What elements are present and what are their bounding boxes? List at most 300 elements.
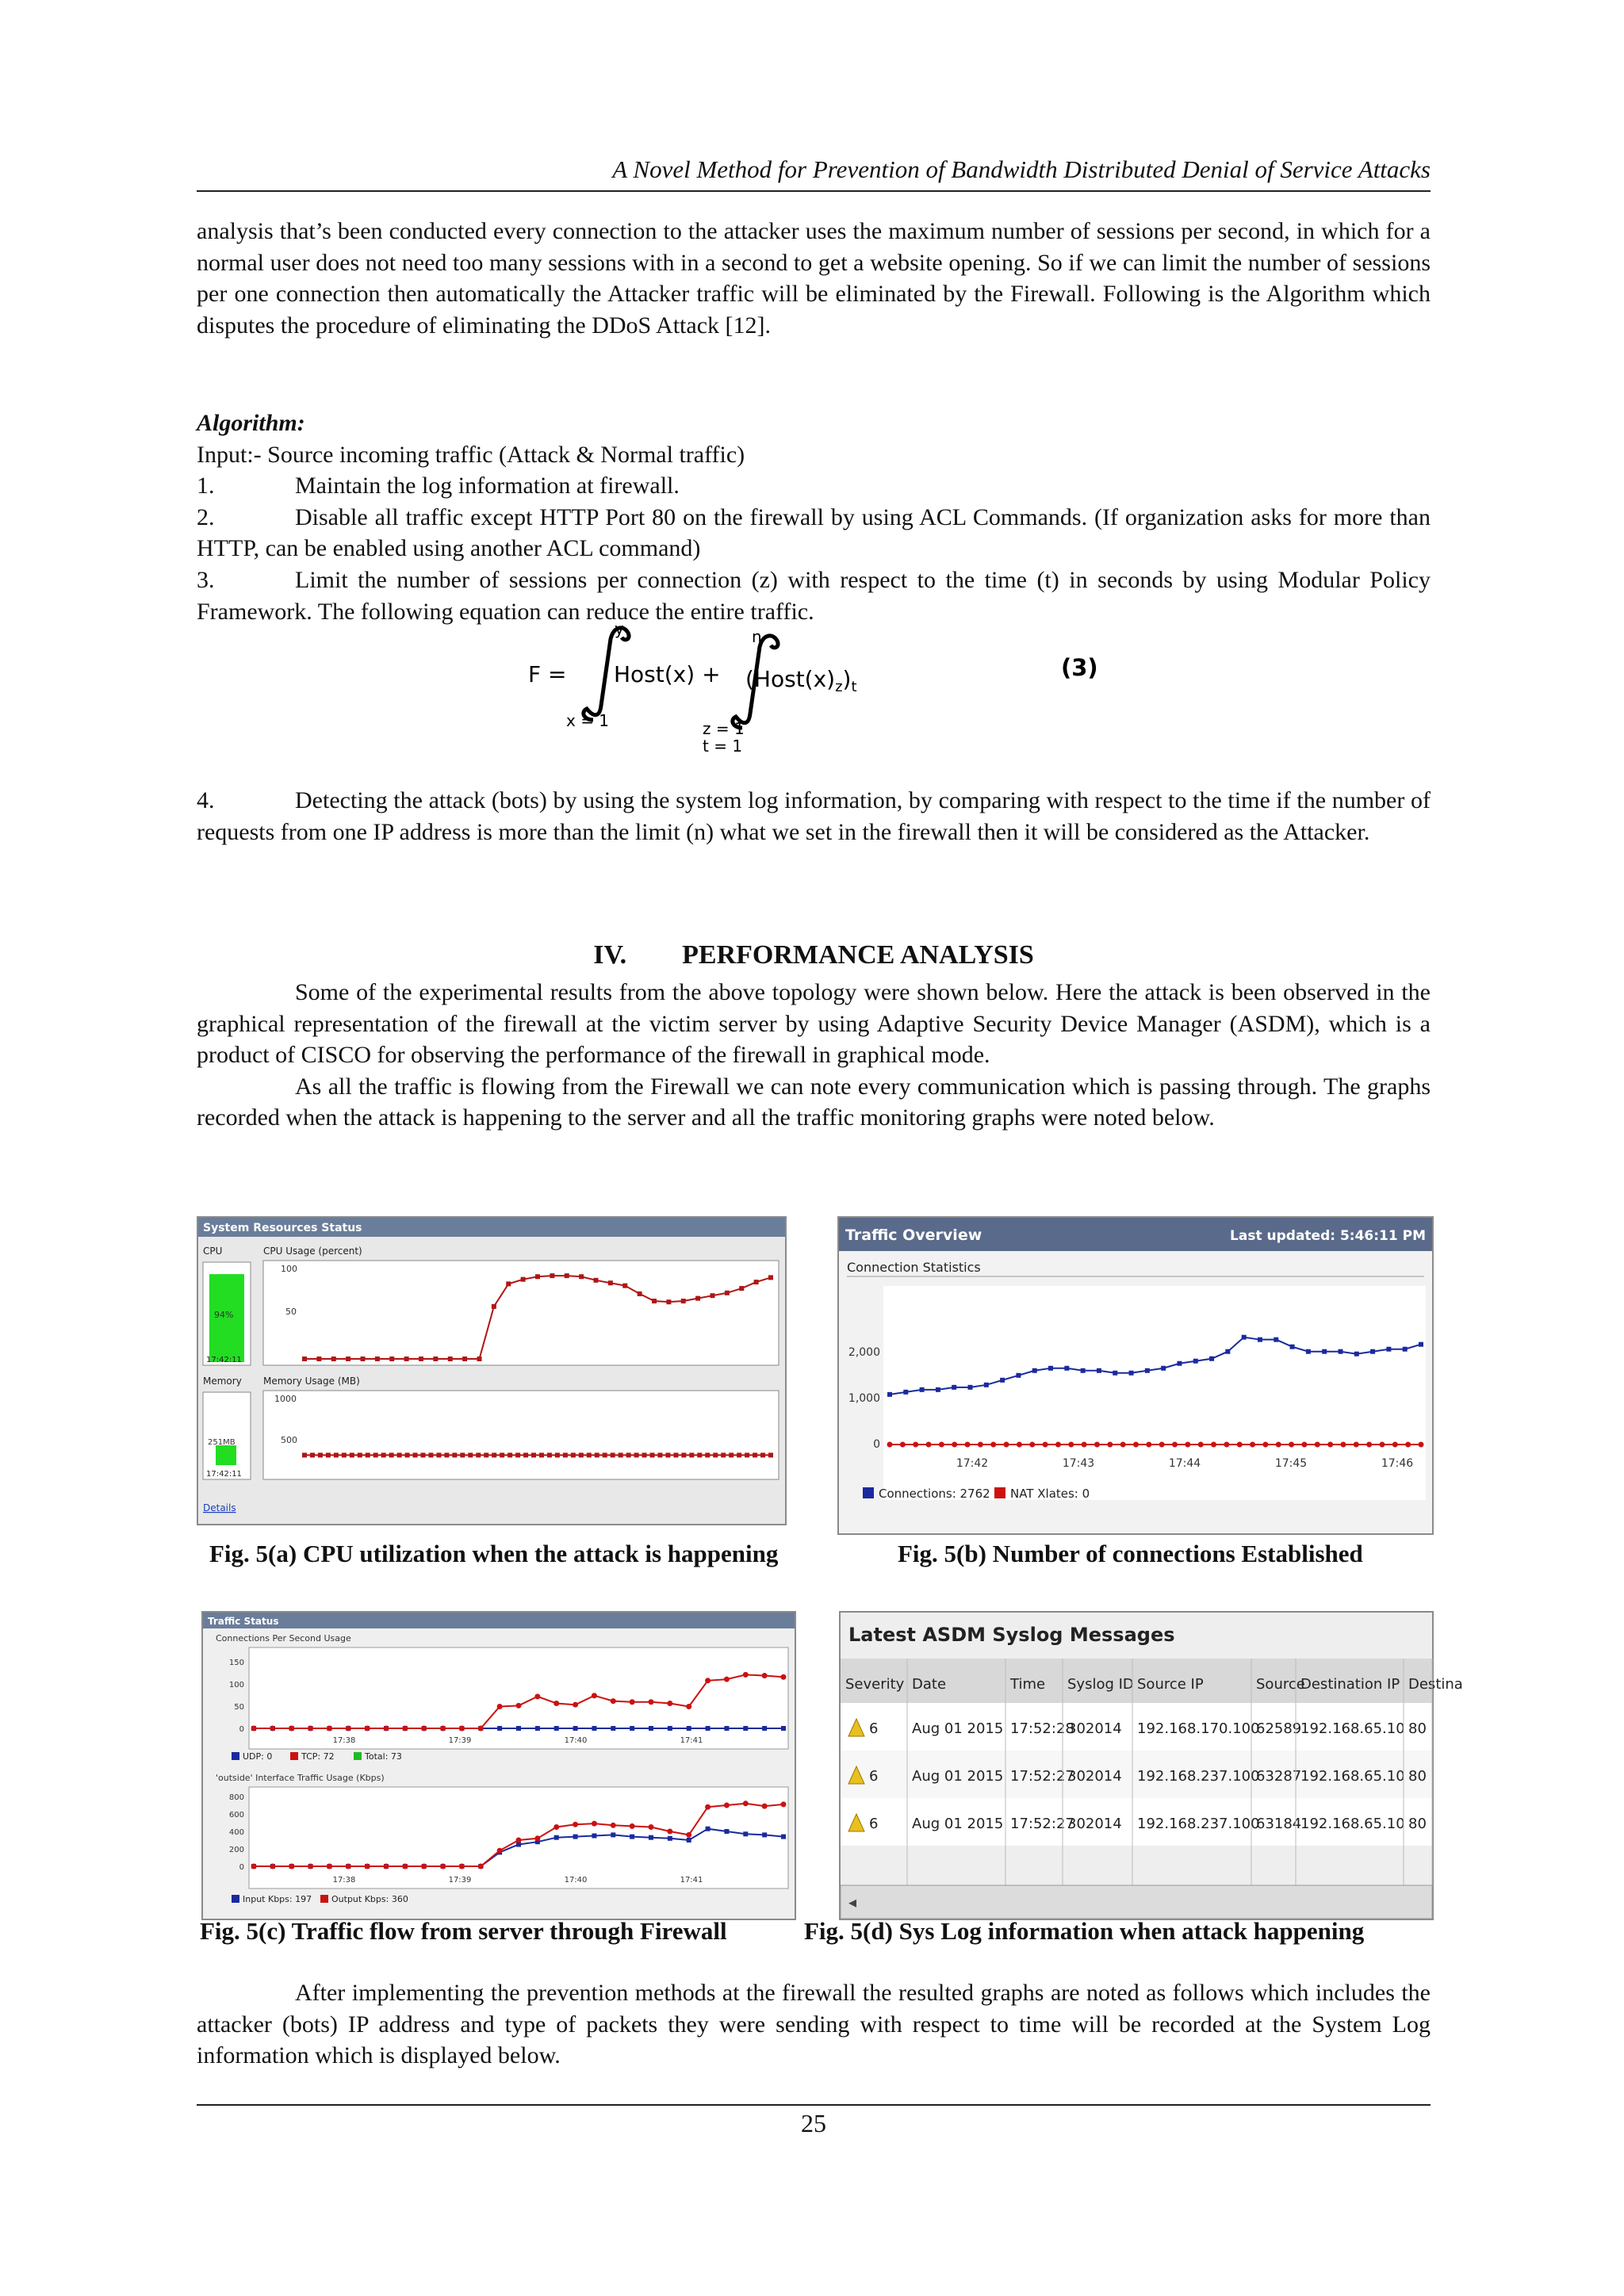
integral-2-upper: n [752, 627, 762, 646]
cpu-usage-point [739, 1286, 744, 1291]
nat-xlates-point [1146, 1442, 1151, 1448]
memory-usage-label: Memory Usage (MB) [263, 1376, 360, 1387]
algorithm-title: Algorithm: [197, 410, 305, 436]
memory-usage-point [373, 1452, 378, 1457]
legend-nat: NAT Xlates: 0 [1010, 1487, 1090, 1501]
memory-usage-point [626, 1452, 631, 1457]
cps-tcp-point [365, 1726, 370, 1732]
cps-udp-point [554, 1726, 559, 1731]
nat-xlates-point [978, 1442, 983, 1448]
memory-usage-point [547, 1452, 552, 1457]
iface-input-point [611, 1832, 615, 1837]
iface-output-point [402, 1864, 408, 1869]
memory-usage-point [713, 1452, 718, 1457]
iface-output-point [630, 1823, 635, 1829]
connections-point [1048, 1366, 1053, 1371]
equation-graphic [197, 619, 1431, 763]
page-number: 25 [801, 2109, 826, 2137]
section-title: PERFORMANCE ANALYSIS [682, 940, 1034, 970]
nat-xlates-point [1224, 1442, 1229, 1448]
memory-gauge-fill [216, 1445, 236, 1465]
table-cell: 302014 [1067, 1816, 1122, 1832]
running-header: A Novel Method for Prevention of Bandwidth Distributed Denial of Service Attacks [197, 155, 1431, 192]
memory-usage-point [444, 1452, 449, 1457]
iface-input-point [630, 1835, 634, 1839]
memory-usage-point [318, 1452, 323, 1457]
memory-usage-point [389, 1452, 394, 1457]
memory-usage-point [413, 1452, 418, 1457]
cpu-usage-point [346, 1357, 350, 1361]
cpu-usage-point [433, 1357, 438, 1361]
memory-usage-point [579, 1452, 584, 1457]
nat-xlates-point [1198, 1442, 1204, 1448]
cpu-plot-area [263, 1261, 779, 1365]
step-text: Detecting the attack (bots) by using the system log information, by comparing with respect to the time if the number of requests from one IP address is more than the limit (n) what we set in the firewall then it will be considered as the Attacker. [197, 787, 1431, 845]
memory-usage-point [760, 1452, 765, 1457]
cpu-usage-point [506, 1281, 511, 1286]
memory-usage-point [428, 1452, 433, 1457]
memory-usage-point [508, 1452, 512, 1457]
nat-xlates-point [1327, 1442, 1333, 1448]
column-header: Source IP [1137, 1676, 1204, 1693]
cps-tcp-point [592, 1693, 597, 1698]
panel-title-bar [203, 1613, 795, 1628]
iface-output-point [724, 1803, 730, 1808]
connections-point [1161, 1366, 1166, 1371]
cps-udp-point [649, 1726, 653, 1731]
memory-usage-point [436, 1452, 441, 1457]
table-cell: 192.168.237.100 [1137, 1816, 1260, 1832]
table-cell: 62589 [1256, 1720, 1302, 1737]
iface-output-point [365, 1864, 370, 1869]
cps-udp-point [743, 1726, 748, 1731]
cpu-time: 17:42:11 [206, 1356, 242, 1364]
column-header: Destination IP [1300, 1676, 1400, 1693]
cps-tcp-point [421, 1726, 427, 1732]
column-header: Time [1010, 1676, 1046, 1693]
nat-xlates-point [1237, 1442, 1243, 1448]
cps-tcp-point [402, 1726, 408, 1732]
iface-input-point [724, 1829, 729, 1834]
nat-xlates-point [1301, 1442, 1307, 1448]
figure-5d-caption: Fig. 5(d) Sys Log information when attack happening [804, 1917, 1365, 1945]
cps-tcp-point [743, 1672, 749, 1678]
cpu-value: 94% [214, 1310, 234, 1320]
nat-xlates-point [900, 1442, 906, 1448]
legend-nat-swatch [994, 1487, 1005, 1498]
term-2-sub-z: z [835, 679, 843, 695]
term-2-main: (Host(x) [745, 666, 836, 692]
cps-tcp-point [459, 1726, 465, 1732]
figure-5a [197, 1216, 787, 1525]
nat-xlates-point [1043, 1442, 1048, 1448]
panel-title: Traffic Status [208, 1616, 279, 1627]
cps-udp-point [573, 1726, 578, 1731]
iface-output-point [421, 1864, 427, 1869]
cps-x-tick-1739: 17:39 [448, 1736, 472, 1745]
cpu-usage-point [331, 1357, 336, 1361]
memory-usage-point [689, 1452, 694, 1457]
cps-tcp-point [478, 1726, 484, 1732]
figure-5d [839, 1611, 1463, 1920]
cps-tcp-point [270, 1726, 275, 1732]
algorithm-step-4 [197, 785, 1431, 848]
iface-output-point [516, 1838, 522, 1843]
step-number: 2. [197, 503, 215, 530]
nat-xlates-point [1250, 1442, 1255, 1448]
cps-label: Connections Per Second Usage [216, 1633, 351, 1644]
memory-usage-point [595, 1452, 599, 1457]
cps-tcp-point [667, 1701, 672, 1706]
table-cell: 63184 [1256, 1816, 1302, 1832]
cpu-usage-point [302, 1357, 307, 1361]
nat-xlates-point [1159, 1442, 1165, 1448]
iface-output-point [686, 1832, 691, 1838]
memory-usage-point [642, 1452, 647, 1457]
memory-usage-point [563, 1452, 568, 1457]
cpu-usage-point [695, 1296, 700, 1301]
nat-xlates-point [1068, 1442, 1074, 1448]
cps-tcp-point [705, 1678, 710, 1683]
intro-block [197, 216, 1431, 341]
cps-tick-100: 100 [228, 1681, 244, 1689]
legend-total: Total: 73 [365, 1751, 402, 1762]
nat-xlates-point [1276, 1442, 1281, 1448]
cpu-usage-point [535, 1274, 540, 1279]
x-tick-1746: 17:46 [1381, 1457, 1414, 1470]
memory-tick-1000: 1000 [274, 1394, 297, 1404]
connections-point [1016, 1373, 1021, 1378]
cps-udp-point [497, 1726, 502, 1731]
memory-usage-point [334, 1452, 339, 1457]
iface-input-point [781, 1835, 786, 1839]
memory-usage-point [397, 1452, 402, 1457]
cps-x-tick-1738: 17:38 [332, 1736, 356, 1745]
legend-udp-swatch [232, 1752, 239, 1760]
iface-tick-200: 200 [228, 1846, 244, 1854]
connections-point [1064, 1366, 1069, 1371]
memory-usage-point [358, 1452, 362, 1457]
iface-x-tick-1738: 17:38 [332, 1876, 356, 1885]
iface-output-point [573, 1822, 578, 1827]
cps-tcp-point [762, 1673, 768, 1678]
cpu-usage-point [361, 1357, 366, 1361]
algorithm-step-2 [197, 502, 1431, 564]
equation-number: (3) [1061, 654, 1098, 681]
column-header: Destina [1408, 1676, 1463, 1693]
nat-xlates-point [1094, 1442, 1100, 1448]
nat-xlates-point [926, 1442, 932, 1448]
cpu-usage-point [375, 1357, 380, 1361]
interface-label: 'outside' Interface Traffic Usage (Kbps) [216, 1773, 385, 1783]
table-cell: 17:52:28 [1010, 1720, 1074, 1737]
legend-input-swatch [232, 1895, 239, 1903]
iface-output-point [497, 1848, 503, 1854]
memory-value: 251MB [208, 1438, 236, 1447]
cps-tcp-point [308, 1726, 313, 1732]
nat-xlates-point [990, 1442, 996, 1448]
memory-usage-point [500, 1452, 504, 1457]
iface-input-point [706, 1827, 710, 1831]
cps-tick-0: 0 [239, 1725, 244, 1734]
syslog-table [841, 1659, 1463, 1885]
nat-xlates-point [1029, 1442, 1035, 1448]
memory-usage-point [634, 1452, 639, 1457]
cpu-usage-point [608, 1280, 613, 1285]
figure-5b [837, 1216, 1434, 1535]
connections-point [1419, 1342, 1423, 1347]
legend-connections: Connections: 2762 [879, 1487, 990, 1501]
table-cell: 6 [869, 1816, 879, 1832]
cps-tcp-point [649, 1699, 654, 1705]
algorithm-block [197, 408, 1431, 627]
step-4-block [197, 785, 1431, 848]
memory-usage-point [531, 1452, 536, 1457]
memory-usage-point [657, 1452, 662, 1457]
memory-usage-point [452, 1452, 457, 1457]
step-number: 1. [197, 473, 215, 499]
cps-tcp-point [724, 1677, 730, 1682]
legend-udp: UDP: 0 [243, 1751, 273, 1762]
cpu-usage-point [492, 1304, 496, 1309]
nat-xlates-point [1055, 1442, 1061, 1448]
cps-tcp-point [553, 1701, 559, 1706]
section-number: IV. [593, 940, 627, 970]
cps-tcp-point [611, 1698, 616, 1704]
cpu-usage-point [725, 1291, 730, 1295]
iface-output-point [251, 1864, 257, 1869]
cpu-usage-point [565, 1273, 569, 1278]
memory-usage-point [571, 1452, 576, 1457]
iface-output-point [327, 1864, 332, 1869]
cpu-usage-point [419, 1357, 423, 1361]
iface-output-point [762, 1804, 768, 1809]
iface-output-point [270, 1864, 275, 1869]
integral-1-upper: y [615, 619, 624, 638]
table-cell: 192.168.65.10 [1300, 1816, 1405, 1832]
table-cell: Aug 01 2015 [912, 1720, 1004, 1737]
connections-point [1290, 1345, 1295, 1349]
cpu-usage-point [622, 1284, 627, 1288]
column-header: Syslog ID [1067, 1676, 1134, 1693]
cpu-label: CPU [203, 1246, 223, 1257]
panel-title: System Resources Status [203, 1222, 362, 1234]
memory-usage-point [405, 1452, 410, 1457]
cpu-usage-point [666, 1299, 671, 1304]
connections-point [968, 1385, 973, 1390]
cps-tcp-point [781, 1674, 787, 1680]
nat-xlates-point [1133, 1442, 1139, 1448]
cps-udp-point [668, 1726, 672, 1731]
cps-tcp-point [686, 1704, 691, 1709]
cps-x-tick-1741: 17:41 [680, 1736, 703, 1745]
table-cell: 17:52:27 [1010, 1816, 1074, 1832]
equation-3 [197, 619, 1431, 763]
cps-udp-point [724, 1726, 729, 1731]
nat-xlates-point [939, 1442, 944, 1448]
connections-point [1081, 1368, 1086, 1373]
cps-udp-point [516, 1726, 521, 1731]
iface-output-point [781, 1801, 787, 1807]
connections-point [1386, 1347, 1391, 1352]
memory-usage-point [737, 1452, 741, 1457]
y-tick-2000: 2,000 [848, 1346, 880, 1359]
connections-point [1032, 1368, 1037, 1373]
figure-5c [201, 1611, 796, 1920]
table-cell: 302014 [1067, 1720, 1122, 1737]
connections-point [1322, 1349, 1327, 1354]
memory-usage-point [681, 1452, 686, 1457]
memory-usage-point [342, 1452, 347, 1457]
iface-input-point [592, 1834, 596, 1839]
memory-usage-point [705, 1452, 710, 1457]
nat-xlates-point [1289, 1442, 1294, 1448]
legend-output-swatch [320, 1895, 328, 1903]
closing-block [197, 1977, 1431, 2072]
integral-1-lower: x = 1 [566, 711, 610, 730]
memory-usage-point [381, 1452, 386, 1457]
nat-xlates-point [1017, 1442, 1022, 1448]
memory-usage-point [650, 1452, 655, 1457]
cps-udp-point [630, 1726, 634, 1731]
cpu-usage-point [768, 1275, 773, 1280]
figure-5a-chart [198, 1218, 785, 1524]
x-tick-1744: 17:44 [1168, 1457, 1201, 1470]
memory-usage-point [484, 1452, 488, 1457]
last-updated: Last updated: 5:46:11 PM [1230, 1228, 1426, 1244]
cps-udp-point [706, 1726, 710, 1731]
cps-tcp-point [384, 1726, 389, 1732]
connections-point [920, 1387, 925, 1392]
iface-output-point [308, 1864, 313, 1869]
performance-text [197, 977, 1431, 1134]
table-cell: 302014 [1067, 1768, 1122, 1785]
connections-point [1370, 1349, 1375, 1354]
memory-usage-point [366, 1452, 370, 1457]
nat-xlates-point [1120, 1442, 1126, 1448]
cps-plot-area [249, 1647, 788, 1749]
connections-point [1242, 1335, 1247, 1340]
legend-total-swatch [354, 1752, 362, 1760]
table-cell: Aug 01 2015 [912, 1768, 1004, 1785]
nat-xlates-point [1211, 1442, 1216, 1448]
step-text: Maintain the log information at firewall. [295, 473, 680, 499]
cpu-usage-point [550, 1273, 554, 1278]
memory-usage-point [460, 1452, 465, 1457]
memory-gauge [203, 1392, 251, 1479]
nat-xlates-point [913, 1442, 918, 1448]
cps-tcp-point [440, 1726, 446, 1732]
table-cell: 80 [1408, 1720, 1427, 1737]
cpu-tick-50: 50 [285, 1307, 297, 1317]
iface-x-tick-1739: 17:39 [448, 1876, 472, 1885]
nat-xlates-point [1340, 1442, 1346, 1448]
memory-usage-point [603, 1452, 607, 1457]
connections-point [1177, 1361, 1182, 1366]
cps-tcp-point [327, 1726, 332, 1732]
memory-usage-point [721, 1452, 726, 1457]
memory-usage-point [611, 1452, 615, 1457]
cps-udp-point [592, 1726, 596, 1731]
nat-xlates-point [887, 1442, 893, 1448]
y-tick-0: 0 [873, 1438, 880, 1451]
iface-x-tick-1741: 17:41 [680, 1876, 703, 1885]
cps-tick-50: 50 [234, 1703, 244, 1712]
iface-output-point [346, 1864, 351, 1869]
memory-usage-point [768, 1452, 773, 1457]
nat-xlates-point [1262, 1442, 1268, 1448]
horizontal-scrollbar[interactable] [841, 1885, 1432, 1919]
figure-5d-table [841, 1613, 1463, 1919]
equation-term-2 [745, 666, 857, 695]
cpu-usage-label: CPU Usage (percent) [263, 1246, 362, 1257]
panel-title: Latest ASDM Syslog Messages [848, 1624, 1175, 1646]
memory-usage-point [302, 1452, 307, 1457]
iface-input-point [554, 1835, 559, 1840]
column-header: Severity [845, 1676, 905, 1693]
memory-time: 17:42:11 [206, 1470, 242, 1479]
connections-point [1097, 1368, 1101, 1373]
section-heading [197, 940, 1431, 970]
nat-xlates-point [1004, 1442, 1009, 1448]
cps-x-tick-1740: 17:40 [564, 1736, 588, 1745]
cpu-usage-point [462, 1357, 467, 1361]
cps-tcp-point [251, 1726, 257, 1732]
cpu-tick-100: 100 [281, 1264, 297, 1274]
table-cell: 6 [869, 1720, 879, 1737]
iface-input-point [668, 1836, 672, 1841]
legend-input: Input Kbps: 197 [243, 1894, 312, 1904]
nat-xlates-point [952, 1442, 957, 1448]
iface-output-point [289, 1864, 294, 1869]
memory-plot-area [263, 1391, 779, 1479]
iface-output-point [384, 1864, 389, 1869]
memory-usage-point [697, 1452, 702, 1457]
cps-tcp-point [534, 1693, 540, 1699]
cpu-usage-point [477, 1357, 482, 1361]
memory-usage-point [492, 1452, 496, 1457]
memory-usage-point [523, 1452, 528, 1457]
connections-point [1338, 1349, 1342, 1354]
scroll-left-icon[interactable]: ◂ [848, 1892, 857, 1911]
details-link[interactable]: Details [203, 1502, 236, 1513]
memory-usage-point [587, 1452, 592, 1457]
connections-point [887, 1392, 892, 1397]
footer-rule [197, 2104, 1431, 2106]
memory-label: Memory [203, 1376, 242, 1387]
connections-point [1209, 1357, 1214, 1361]
memory-usage-point [619, 1452, 623, 1457]
connections-point [903, 1390, 908, 1395]
y-tick-1000: 1,000 [848, 1392, 880, 1405]
nat-xlates-point [1405, 1442, 1411, 1448]
memory-usage-point [350, 1452, 354, 1457]
figure-5c-caption: Fig. 5(c) Traffic flow from server through Firewall [200, 1917, 727, 1945]
cps-tcp-point [573, 1702, 578, 1708]
cpu-usage-point [404, 1357, 409, 1361]
connections-point [984, 1383, 989, 1387]
x-tick-1745: 17:45 [1274, 1457, 1308, 1470]
memory-usage-point [753, 1452, 757, 1457]
table-cell: 80 [1408, 1816, 1427, 1832]
equation-lhs: F = [528, 661, 567, 687]
closing-paragraph: After implementing the prevention methods at the firewall the resulted graphs are noted as follows which includes the attacker (bots) IP address and type of packets they were sending with respect to time will be recorded at the System Log information which is displayed below. [197, 1980, 1431, 2069]
legend-tcp-swatch [290, 1752, 298, 1760]
memory-usage-point [476, 1452, 481, 1457]
cps-tick-150: 150 [228, 1659, 244, 1667]
connections-point [1258, 1337, 1262, 1342]
algorithm-input: Input:- Source incoming traffic (Attack & Normal traffic) [197, 441, 745, 468]
